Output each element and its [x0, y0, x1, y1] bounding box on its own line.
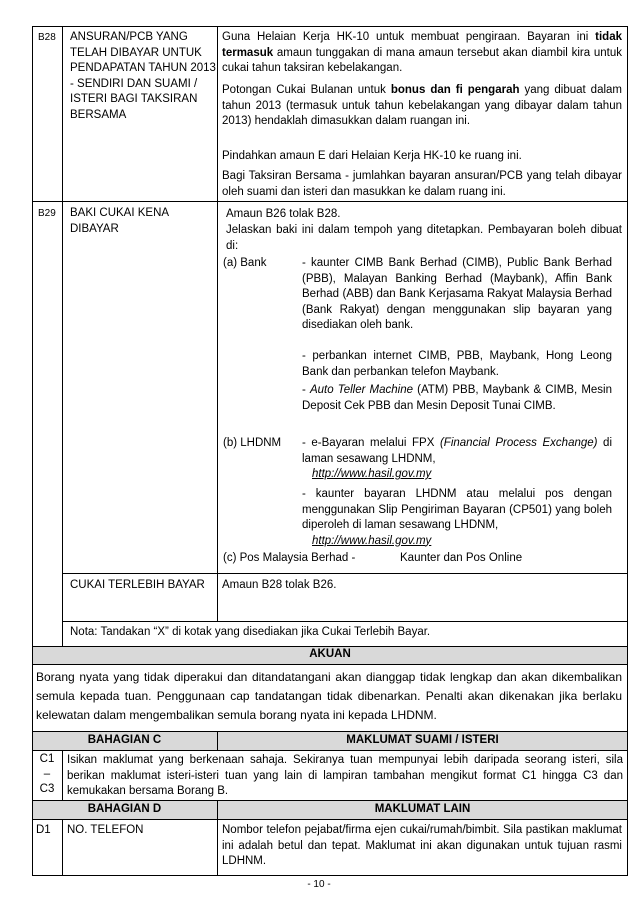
b28-paragraph-3: Pindahkan amaun E dari Helaian Kerja HK-10 ke ruang ini.	[222, 150, 522, 162]
bank-item-atm: - Auto Teller Machine (ATM) PBB, Maybank & CIMB, Mesin Deposit Cek PBB dan Mesin Deposit Tunai CIMB.	[302, 384, 612, 412]
bank-label: (a) Bank	[223, 257, 267, 269]
d1-code: D1	[36, 824, 51, 836]
lhdnm-item-ebayaran: - e-Bayaran melalui FPX (Financial Process Exchange) di laman sesawang LHDNM, http://www.hasil.gov.my	[302, 437, 613, 480]
bahagian-c-title: BAHAGIAN C	[87, 734, 162, 746]
d1-text: Nombor telefon pejabat/firma ejen cukai/rumah/bimbit. Sila pastikan maklumat ini adalah betul dan tepat. Maklumat ini akan digunakan untuk tujuan rasmi LDHNM.	[222, 824, 622, 867]
b28-label: ANSURAN/PCB YANG TELAH DIBAYAR UNTUK PENDAPATAN TAHUN 2013 - SENDIRI DAN SUAMI / ISTERI BAGI TAKSIRAN BERSAMA	[70, 31, 216, 121]
nota-text: Nota: Tandakan “X” di kotak yang disediakan jika Cukai Terlebih Bayar.	[70, 626, 431, 638]
lhdnm-item-kaunter: - kaunter bayaran LHDNM atau melalui pos dengan menggunakan Slip Pengiriman Bayaran (CP501) yang boleh diperoleh di laman sesawang LHDNM, http://www.hasil.gov.my	[302, 488, 612, 547]
lebih-label: CUKAI TERLEBIH BAYAR	[70, 579, 205, 591]
b28-paragraph-2: Potongan Cukai Bulanan untuk bonus dan fi pengarah yang dibuat dalam tahun 2013 (termasuk untuk tahun kebelakangan yang dibayar dalam tahun 2013) hendaklah dimasukkan dalam ruangan ini.	[222, 84, 622, 127]
bahagian-c-code: C1 – C3	[39, 753, 55, 795]
b28-paragraph-1: Guna Helaian Kerja HK-10 untuk membuat pengiraan. Bayaran ini tidak termasuk amaun tunggakan di mana amaun tersebut akan diambil kira untuk cukai tahun taksiran kebelakangan.	[222, 31, 622, 74]
bahagian-d-heading: MAKLUMAT LAIN	[374, 803, 471, 815]
b29-line-2: Jelaskan baki ini dalam tempoh yang ditetapkan. Pembayaran boleh dibuat di:	[226, 224, 622, 252]
b28-code: B28	[38, 32, 56, 43]
akuan-title: AKUAN	[309, 648, 351, 660]
bahagian-c-heading: MAKLUMAT SUAMI / ISTERI	[346, 734, 499, 746]
b29-code: B29	[38, 208, 56, 219]
akuan-text: Borang nyata yang tidak diperakui dan ditandatangani akan dianggap tidak lengkap dan akan dikembalikan semula kepada tuan. Penggunaan cap tandatangan tidak dibenarkan. Penalti akan dikenakan jika berlaku kelewatan dalam mengembalikan semula borang nyata ini kepada LHDNM.	[36, 670, 622, 722]
d1-label: NO. TELEFON	[67, 824, 144, 836]
bank-item-internet: - perbankan internet CIMB, PBB, Maybank, Hong Leong Bank dan perbankan telefon Maybank.	[302, 350, 612, 378]
b28-paragraph-4: Bagi Taksiran Bersama - jumlahkan bayaran ansuran/PCB yang telah dibayar oleh suami dan isteri dan masukkan ke dalam ruang ini.	[222, 170, 622, 198]
hasil-link-1[interactable]: http://www.hasil.gov.my	[312, 468, 432, 480]
b29-line-1: Amaun B26 tolak B28.	[226, 208, 341, 220]
hasil-link-2[interactable]: http://www.hasil.gov.my	[312, 534, 432, 547]
b29-label: BAKI CUKAI KENA DIBAYAR	[70, 207, 169, 235]
page-number: - 10 -	[307, 879, 331, 890]
bahagian-c-text: Isikan maklumat yang berkenaan sahaja. Sekiranya tuan mempunyai lebih daripada seorang isteri, sila berikan maklumat isteri-isteri tuan yang lain di lampiran tambahan mengikut format C1 hingga C3 dan kemukakan bersama Borang B.	[67, 754, 623, 797]
bahagian-d-title: BAHAGIAN D	[87, 803, 162, 815]
lebih-text: Amaun B28 tolak B26.	[222, 579, 337, 591]
pos-text: Kaunter dan Pos Online	[400, 552, 523, 564]
bank-item-kaunter: - kaunter CIMB Bank Berhad (CIMB), Public Bank Berhad (PBB), Malayan Banking Berhad (Maybank), Affin Bank Berhad (ABB) dan Bank Kerjasama Rakyat Malaysia Berhad (Bank Rakyat) dengan menggunakan slip bayaran yang disediakan oleh bank.	[302, 257, 612, 331]
lhdnm-label: (b) LHDNM	[223, 437, 282, 449]
pos-label: (c) Pos Malaysia Berhad -	[223, 552, 356, 564]
